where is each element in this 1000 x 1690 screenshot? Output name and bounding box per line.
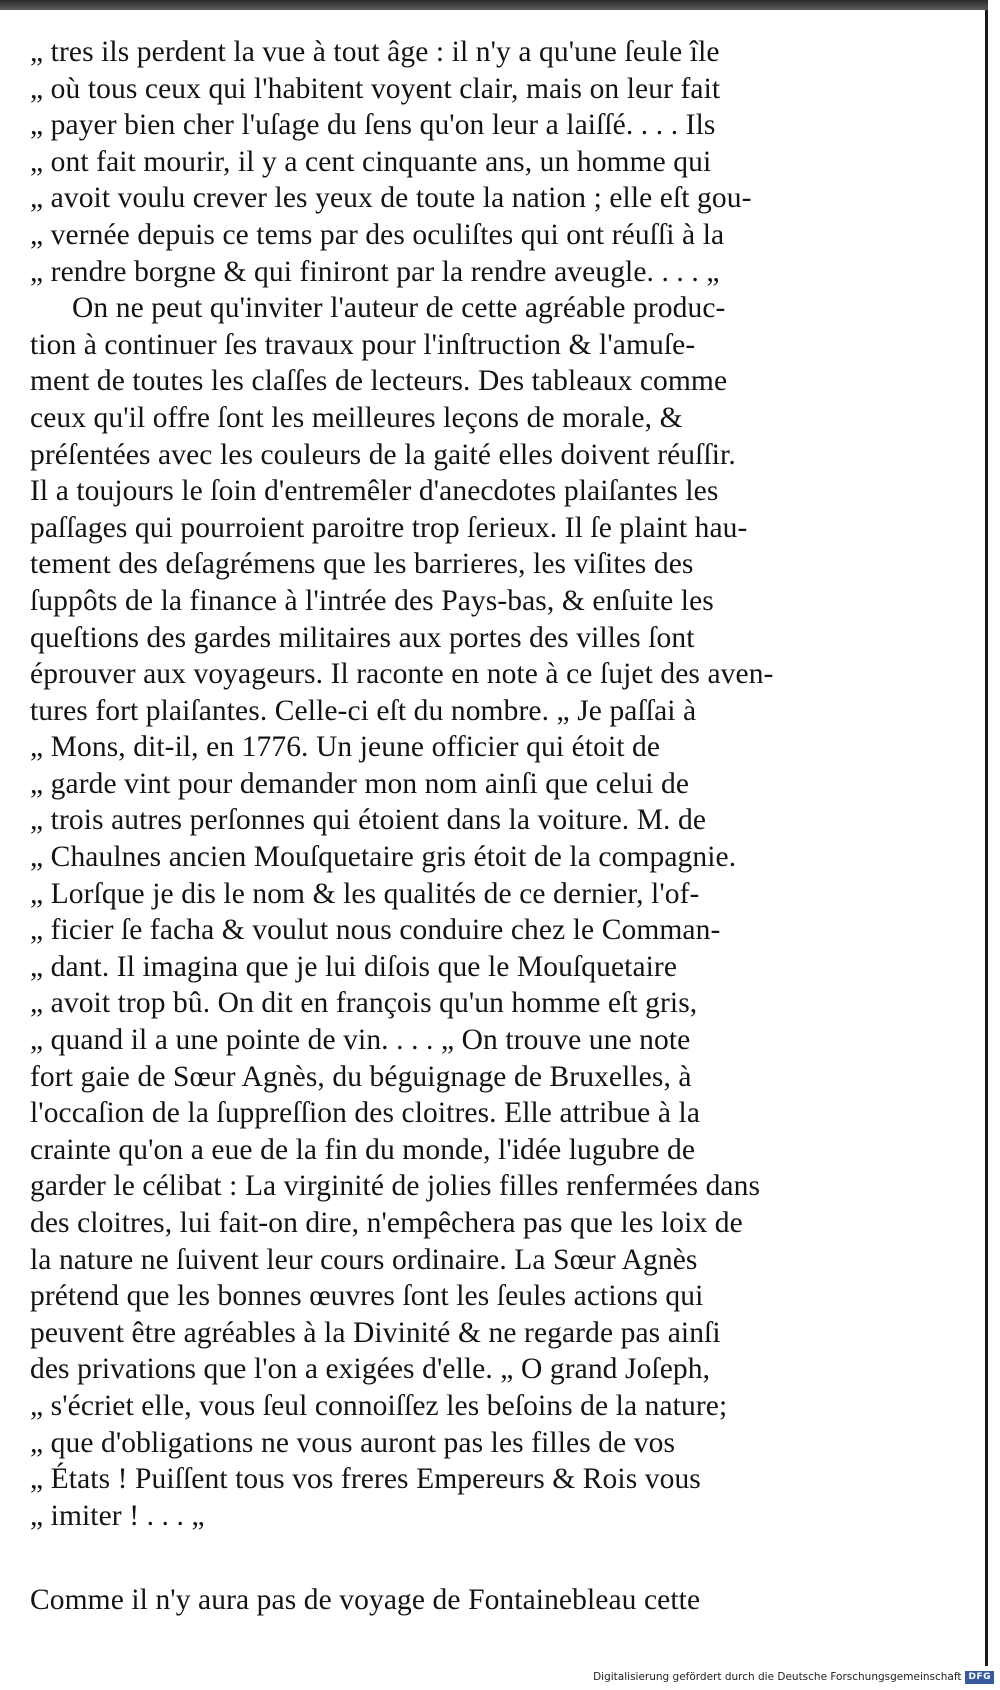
text-line: queſtions des gardes militaires aux portes des villes ſont bbox=[30, 621, 695, 654]
text-line: peuvent être agréables à la Divinité & ne regarde pas ainſi bbox=[30, 1316, 721, 1349]
text-line: ment de toutes les claſſes de lecteurs. Des tableaux comme bbox=[30, 365, 728, 398]
text-line: des privations que l'on a exigées d'elle. „ O grand Joſeph, bbox=[30, 1353, 711, 1386]
text-line: On ne peut qu'inviter l'auteur de cette agréable produc- bbox=[72, 292, 726, 325]
text-line: „ s'écriet elle, vous ſeul connoiſſez les beſoins de la nature; bbox=[30, 1389, 728, 1422]
text-line: „ garde vint pour demander mon nom ainſi que celui de bbox=[30, 767, 690, 800]
text-line: crainte qu'on a eue de la fin du monde, l'idée lugubre de bbox=[30, 1133, 696, 1166]
text-line: „ Chaulnes ancien Mouſquetaire gris étoit de la compagnie. bbox=[30, 841, 737, 874]
text-line: „ vernée depuis ce tems par des oculiſtes qui ont réuſſi à la bbox=[30, 218, 725, 251]
page-body bbox=[30, 34, 960, 1619]
text-line: ceux qu'il offre ſont les meilleures leçons de morale, & bbox=[30, 401, 683, 434]
text-line: fort gaie de Sœur Agnès, du béguignage de Bruxelles, à bbox=[30, 1060, 692, 1093]
text-line: la nature ne ſuivent leur cours ordinaire. La Sœur Agnès bbox=[30, 1243, 698, 1276]
text-line: „ payer bien cher l'uſage du ſens qu'on leur a laiſſé. . . . Ils bbox=[30, 109, 716, 142]
text-line: „ que d'obligations ne vous auront pas les filles de vos bbox=[30, 1426, 676, 1459]
text-line: „ États ! Puiſſent tous vos freres Empereurs & Rois vous bbox=[30, 1463, 701, 1496]
text-line: ſuppôts de la finance à l'intrée des Pays-bas, & enſuite les bbox=[30, 584, 714, 617]
text-line: „ dant. Il imagina que je lui diſois que le Mouſquetaire bbox=[30, 950, 678, 983]
text-line: prétend que les bonnes œuvres ſont les ſeules actions qui bbox=[30, 1280, 704, 1313]
text-line: tement des deſagrémens que les barrieres, les viſites des bbox=[30, 548, 694, 581]
text-line: „ quand il a une pointe de vin. . . . „ On trouve une note bbox=[30, 1024, 691, 1057]
text-line: „ avoit trop bû. On dit en françois qu'un homme eſt gris, bbox=[30, 987, 698, 1020]
text-line: des cloitres, lui fait-on dire, n'empêchera pas que les loix de bbox=[30, 1207, 743, 1239]
text-line: „ trois autres perſonnes qui étoient dans la voiture. M. de bbox=[30, 804, 707, 837]
text-line: préſentées avec les couleurs de la gaité elles doivent réuſſir. bbox=[30, 438, 736, 471]
text-line: éprouver aux voyageurs. Il raconte en note à ce ſujet des aven- bbox=[30, 658, 774, 691]
digitization-credit bbox=[593, 1668, 994, 1686]
text-line: tures fort plaiſantes. Celle-ci eſt du nombre. „ Je paſſai à bbox=[30, 694, 697, 727]
text-line: paſſages qui pourroient paroitre trop ſerieux. Il ſe plaint hau- bbox=[30, 511, 748, 544]
text-line: garder le célibat : La virginité de jolies filles renfermées dans bbox=[30, 1170, 761, 1203]
credit-text: Digitalisierung gefördert durch die Deutsche Forschungsgemeinschaft bbox=[593, 1671, 962, 1683]
text-line: „ Lorſque je dis le nom & les qualités de ce dernier, l'of- bbox=[30, 877, 700, 910]
text-line: tion à continuer ſes travaux pour l'inſtruction & l'amuſe- bbox=[30, 328, 696, 361]
text-line: „ imiter ! . . . „ bbox=[30, 1499, 205, 1532]
text-line: Il a toujours le ſoin d'entremêler d'anecdotes plaiſantes les bbox=[30, 475, 719, 508]
scan-edge bbox=[0, 0, 988, 10]
dfg-logo-icon: DFG bbox=[965, 1671, 994, 1684]
text-line: „ Mons, dit-il, en 1776. Un jeune officier qui étoit de bbox=[30, 731, 661, 764]
text-line: l'occaſion de la ſuppreſſion des cloitres. Elle attribue à la bbox=[30, 1097, 701, 1130]
text-line: „ rendre borgne & qui finiront par la rendre aveugle. . . . „ bbox=[30, 255, 720, 288]
text-line: „ avoit voulu crever les yeux de toute la nation ; elle eſt gou- bbox=[30, 182, 752, 215]
text-line-final: Comme il n'y aura pas de voyage de Fontainebleau cette bbox=[30, 1584, 701, 1617]
text-line: „ tres ils perdent la vue à tout âge : il n'y a qu'une ſeule île bbox=[30, 36, 720, 68]
text-line: „ ont fait mourir, il y a cent cinquante ans, un homme qui bbox=[30, 145, 712, 178]
text-line: „ ficier ſe facha & voulut nous conduire chez le Comman- bbox=[30, 914, 721, 947]
text-line: „ où tous ceux qui l'habitent voyent clair, mais on leur fait bbox=[30, 72, 721, 105]
